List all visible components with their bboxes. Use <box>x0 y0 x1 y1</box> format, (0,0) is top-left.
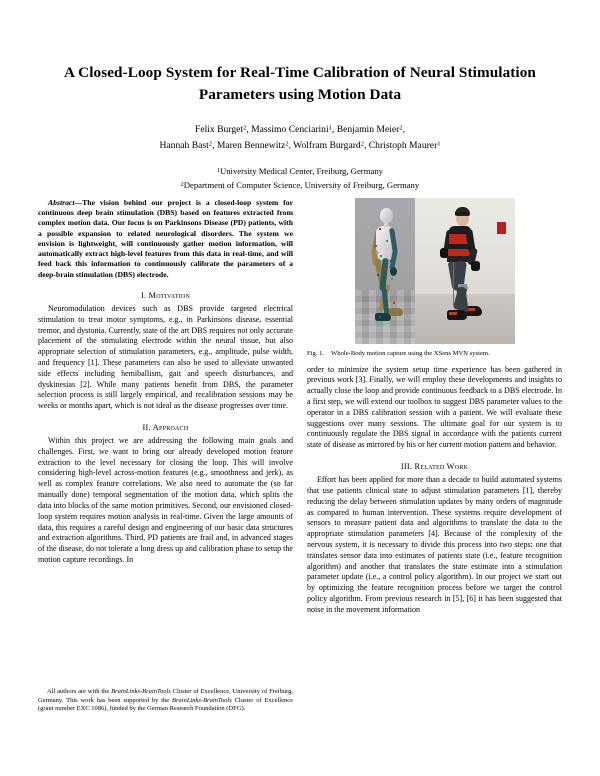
figure-caption-text: Whole-Body motion capture using the XSens MVN system. <box>331 350 490 357</box>
footnote-text <box>38 688 293 714</box>
fire-extinguisher-icon <box>497 222 506 234</box>
subject-front-hand <box>471 261 480 271</box>
subject-front-shoe-accent <box>449 312 457 315</box>
paragraph-approach-2: order to minimize the system setup time experience has been gathered in previous work [3]. Finally, we will employ these developments and insights to actually close the loop and provide continuous feedback to a DBS electrode. In a first step, we will extend our toolbox to suggest DBS parameter values to the operator in a DBS calibration session with a patient. We will evaluate these suggestions over many sessions. The ultimate goal for our system is to continuously regulate the DBS signal in accordance with the patients current state of disease as mirrored by his or her current motion pattern and behavior. <box>307 364 562 450</box>
tracking-marker <box>379 228 381 230</box>
paragraph-approach-1: Within this project we are addressing the following main goals and challenges. First, we want to bring our already developed motion feature extraction to the level necessary for closing the loop. This will involve considering high-level across-motion features (e.g., smoothness and jerk), as well as complex feature correlations. We also need to automate the (so far manually done) temporal segmentation of the motion data, which splits the data into blocks of the same motion primitives. Second, our envisioned closed-loop system requires motion analysis in real-time. Given the large amounts of data, this requires a careful design and engineering of our basic data structures and extraction algorithms. Third, PD patients are frail and, in advanced stages of the disease, do not tolerate a long dress up and calibration phase to setup the motion capture recordings. In <box>38 436 293 564</box>
section-heading-related-work <box>307 462 562 471</box>
footnote-part-3: Cluster of Excellence (grant number EXC 1086), funded by the German Research Foundation (DFG). <box>38 696 293 713</box>
tracking-marker <box>395 250 397 252</box>
author-line-1: Felix Burget$^2$, Massimo Cenciarini$^1$, Benjamin Meier$^2$, <box>194 124 405 136</box>
tracking-marker <box>377 274 379 276</box>
section-numeral: III. <box>400 462 413 472</box>
tracking-marker <box>375 245 377 247</box>
author-list <box>52 122 548 153</box>
tracking-marker <box>380 255 382 257</box>
tracking-marker <box>379 316 381 318</box>
footnote-italic-1: BrainLinks-BrainTools <box>111 688 171 695</box>
subject-head-sensor-band <box>455 212 469 215</box>
tracking-marker <box>382 294 384 296</box>
title-block <box>0 0 600 192</box>
tracking-marker <box>393 232 395 234</box>
page-title: A Closed-Loop System for Real-Time Calibration of Neural Stimulation Parameters using Motion Data <box>64 64 536 103</box>
section-title: Motivation <box>148 290 191 300</box>
affiliation-2: $^2$Department of Computer Science, University of Freiburg, Germany <box>180 180 420 191</box>
right-column <box>307 198 562 616</box>
figure-label: Fig. 1. <box>307 350 325 357</box>
abstract-label: Abstract— <box>48 198 83 207</box>
affiliation-list <box>52 164 548 192</box>
section-numeral: II. <box>142 423 151 432</box>
avatar-front-hand <box>390 267 397 276</box>
tracking-marker <box>393 302 395 304</box>
tracking-marker <box>391 278 393 280</box>
section-numeral: I. <box>140 290 147 300</box>
footnote-italic-2: BrainLinks-BrainTools <box>172 696 232 704</box>
section-title: Approach <box>152 423 189 432</box>
footnote-block <box>38 688 293 714</box>
avatar-front-foot <box>375 313 391 321</box>
tracking-marker <box>390 260 392 262</box>
section-heading-motivation <box>38 291 293 300</box>
section-heading-approach <box>38 423 293 432</box>
tracking-marker <box>386 240 388 242</box>
figure-panel-photo <box>415 198 515 344</box>
affiliation-1: $^1$University Medical Center, Freiburg, Germany <box>216 166 384 177</box>
figure-1 <box>307 198 562 359</box>
footnote-part-2: Cluster of Excellence, University of Freiburg, Germany. This work has been supported by the <box>38 688 294 704</box>
section-title: Related Work <box>414 462 469 472</box>
tracking-marker <box>384 268 386 270</box>
figure-panel-avatar <box>355 198 415 344</box>
figure-caption <box>307 350 562 359</box>
author-line-2: Hannah Bast$^2$, Maren Bennewitz$^2$, Wolfram Burgard$^2$, Christoph Maurer$^1$ <box>159 139 441 151</box>
paragraph-motivation-1: Neuromodulation devices such as DBS provide targeted electrical stimulation to treat motor symptoms, e.g., in Parkinsons disease, essential tremor, and dystonia. Currently, state of the art DBS requires not only accurate placement of the stimulating electrode within the neural tissue, but also appropriate selection of stimulation parameters, e.g., amplitude, pulse width, and frequency [1]. These parameters can also be used to alleviate unwanted side effects including hemiballism, gait and speech disturbances, and dyskinesias [2]. While many patients benefit from DBS, the parameter selection process is still largely empirical, and recalibration sessions may be weeks or months apart, which is not ideal as the disease progresses over time. <box>38 303 293 411</box>
abstract-paragraph <box>38 198 293 280</box>
footnote-part-1: All authors are with the <box>47 688 112 695</box>
paragraph-related-work-1: Effort has been applied for more than a decade to build automated systems that use patients clinical state to adjust stimulation parameters [1], thereby reducing the delay between stimulation updates by many orders of magnitude as compared to human intervention. These systems require development of sensors to measure patient data and algorithms to translate the data to the appropriate stimulation parameters [4]. Because of the complexity of the nervous system, it is necessary to divide this process into two steps: one that translates sensor data into estimates of patients state (i.e., feature recognition algorithm) and another that translates the state estimate into a stimulation parameter update (i.e., a control policy algorithm). In our project we start out by optimizing the feature recognition process before we target the control policy algorithm. From previous research in [5], [6] it has been suggested that noise in the movement information <box>307 475 562 614</box>
left-column <box>38 198 293 566</box>
figure-image <box>355 198 515 344</box>
abstract-text: The vision behind our project is a closed-loop system for continuous deep brain stimulation (DBS) based on features extracted from complex motion data. Our focus is on Parkinsons Disease (PD) patients, with a possible expansion to related neurological disorders. The system we envision is lightweight, will continuously gather motion information, will automatically extract high-level features from this data in real-time, and will feed back this information to continuously calibrate the parameters of a deep-brain stimulation (DBS) electrode. <box>38 198 293 279</box>
avatar-head <box>380 208 393 223</box>
